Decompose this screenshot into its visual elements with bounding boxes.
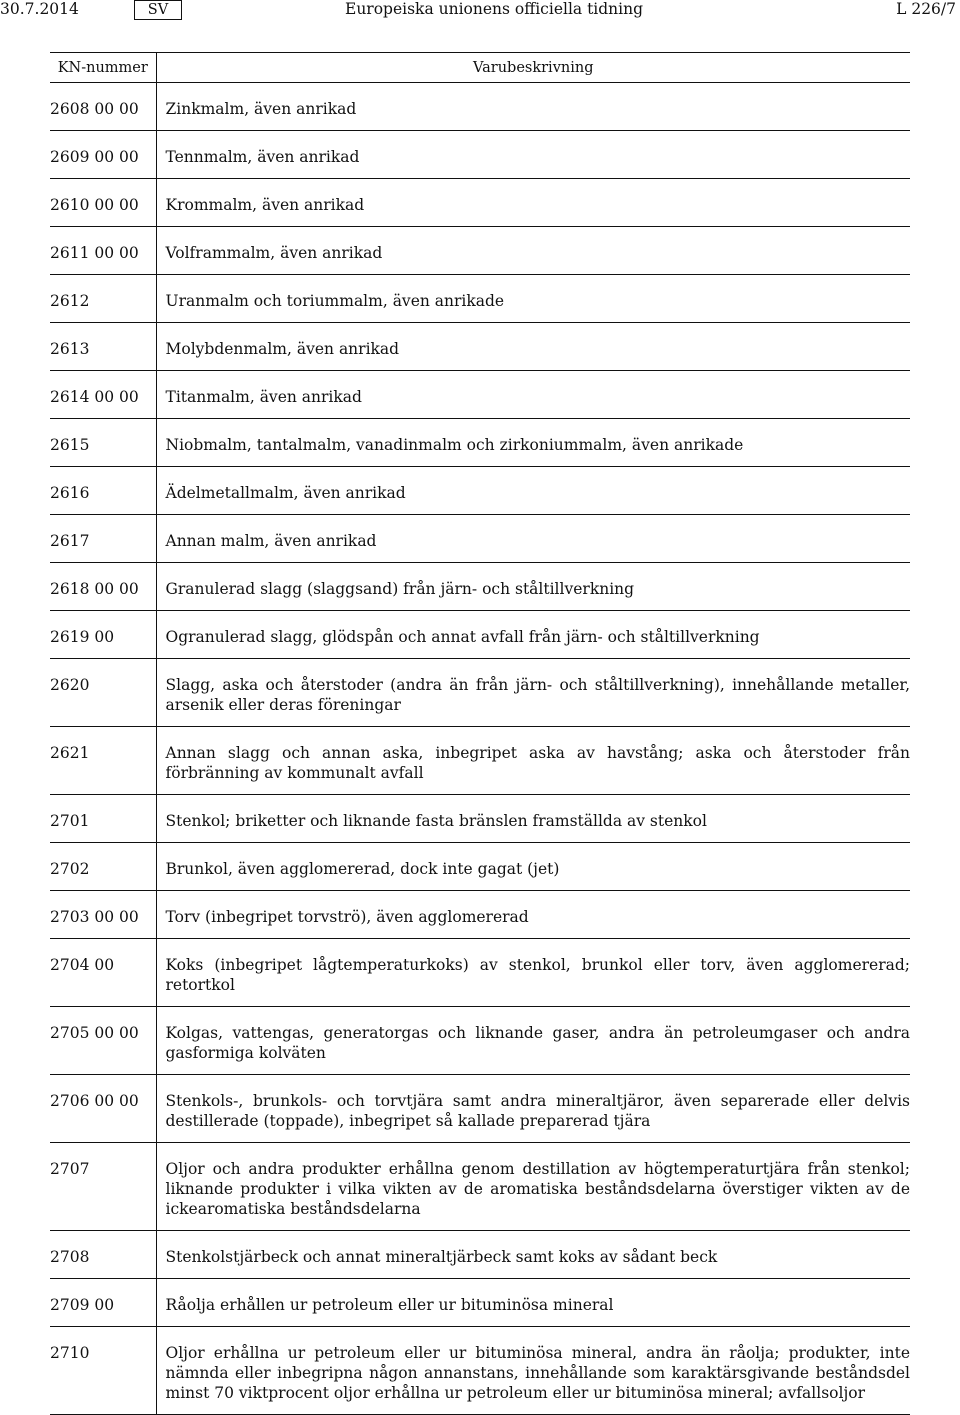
kn-table	[50, 52, 910, 1415]
column-header-varubeskrivning: Varubeskrivning	[156, 53, 910, 83]
table-row	[50, 371, 910, 419]
description-cell: Koks (inbegripet lågtemperaturkoks) av stenkol, brunkol eller torv, även agglomererad; retortkol	[156, 939, 910, 1007]
kn-code-cell: 2608 00 00	[50, 83, 156, 131]
kn-code-cell: 2611 00 00	[50, 227, 156, 275]
kn-code-cell: 2616	[50, 467, 156, 515]
kn-code-cell: 2621	[50, 727, 156, 795]
kn-code-cell: 2609 00 00	[50, 131, 156, 179]
kn-code-cell: 2613	[50, 323, 156, 371]
description-cell: Zinkmalm, även anrikad	[156, 83, 910, 131]
kn-code-cell: 2704 00	[50, 939, 156, 1007]
description-cell: Oljor och andra produkter erhållna genom destillation av högtemperaturtjära från stenkol; liknande produkter i vilka vikten av de aromatiska beståndsdelarna överstiger vikten av de ickearomatiska beståndsdelarna	[156, 1143, 910, 1231]
page-reference: L 226/7	[896, 0, 956, 18]
table-row	[50, 1075, 910, 1143]
description-cell: Niobmalm, tantalmalm, vanadinmalm och zirkoniummalm, även anrikade	[156, 419, 910, 467]
kn-code-cell: 2619 00	[50, 611, 156, 659]
table-row	[50, 563, 910, 611]
kn-code-cell: 2708	[50, 1231, 156, 1279]
table-row	[50, 1007, 910, 1075]
description-cell: Volframmalm, även anrikad	[156, 227, 910, 275]
description-cell: Titanmalm, även anrikad	[156, 371, 910, 419]
table-row	[50, 419, 910, 467]
table-row	[50, 1231, 910, 1279]
table-row	[50, 83, 910, 131]
kn-code-cell: 2618 00 00	[50, 563, 156, 611]
kn-code-cell: 2709 00	[50, 1279, 156, 1327]
kn-code-cell: 2610 00 00	[50, 179, 156, 227]
table-header-row	[50, 53, 910, 83]
kn-code-cell: 2703 00 00	[50, 891, 156, 939]
kn-code-cell: 2614 00 00	[50, 371, 156, 419]
description-cell: Stenkols-, brunkols- och torvtjära samt andra mineraltjäror, även separerade eller delvis destillerade (toppade), inbegripet så kallade preparerad tjära	[156, 1075, 910, 1143]
table-row	[50, 611, 910, 659]
table-row	[50, 659, 910, 727]
table-row	[50, 1143, 910, 1231]
description-cell: Annan slagg och annan aska, inbegripet aska av havstång; aska och återstoder från förbränning av kommunalt avfall	[156, 727, 910, 795]
table-row	[50, 891, 910, 939]
description-cell: Stenkol; briketter och liknande fasta bränslen framställda av stenkol	[156, 795, 910, 843]
table-body	[50, 83, 910, 1415]
table-row	[50, 1279, 910, 1327]
page-header	[0, 0, 960, 24]
kn-code-cell: 2705 00 00	[50, 1007, 156, 1075]
description-cell: Uranmalm och toriummalm, även anrikade	[156, 275, 910, 323]
column-header-kn-nummer: KN-nummer	[50, 53, 156, 83]
description-cell: Råolja erhållen ur petroleum eller ur bituminösa mineral	[156, 1279, 910, 1327]
table-row	[50, 275, 910, 323]
table-row	[50, 939, 910, 1007]
kn-code-cell: 2706 00 00	[50, 1075, 156, 1143]
description-cell: Brunkol, även agglomererad, dock inte gagat (jet)	[156, 843, 910, 891]
description-cell: Ogranulerad slagg, glödspån och annat avfall från järn- och ståltillverkning	[156, 611, 910, 659]
description-cell: Tennmalm, även anrikad	[156, 131, 910, 179]
table-row	[50, 843, 910, 891]
description-cell: Torv (inbegripet torvströ), även agglomererad	[156, 891, 910, 939]
description-cell: Kolgas, vattengas, generatorgas och liknande gaser, andra än petroleumgaser och andra gasformiga kolväten	[156, 1007, 910, 1075]
language-badge: SV	[134, 0, 182, 20]
description-cell: Ädelmetallmalm, även anrikad	[156, 467, 910, 515]
kn-code-cell: 2617	[50, 515, 156, 563]
table-row	[50, 467, 910, 515]
kn-code-cell: 2702	[50, 843, 156, 891]
table-row	[50, 179, 910, 227]
publication-date: 30.7.2014	[0, 0, 79, 18]
table-row	[50, 227, 910, 275]
description-cell: Annan malm, även anrikad	[156, 515, 910, 563]
table-row	[50, 131, 910, 179]
kn-code-cell: 2612	[50, 275, 156, 323]
table-row	[50, 795, 910, 843]
journal-title: Europeiska unionens officiella tidning	[345, 0, 644, 18]
description-cell: Oljor erhållna ur petroleum eller ur bituminösa mineral, andra än råolja; produkter, inte nämnda eller inbegripna någon annanstans, innehållande som karaktärsgivande beståndsdel minst 70 viktprocent oljor erhållna ur petroleum eller ur bituminösa mineral; avfallsoljor	[156, 1327, 910, 1415]
description-cell: Slagg, aska och återstoder (andra än från järn- och ståltillverkning), innehållande metaller, arsenik eller deras föreningar	[156, 659, 910, 727]
table-row	[50, 323, 910, 371]
table-row	[50, 727, 910, 795]
kn-code-cell: 2615	[50, 419, 156, 467]
table-row	[50, 1327, 910, 1415]
kn-code-cell: 2701	[50, 795, 156, 843]
description-cell: Granulerad slagg (slaggsand) från järn- och ståltillverkning	[156, 563, 910, 611]
description-cell: Stenkolstjärbeck och annat mineraltjärbeck samt koks av sådant beck	[156, 1231, 910, 1279]
kn-code-cell: 2707	[50, 1143, 156, 1231]
kn-code-cell: 2710	[50, 1327, 156, 1415]
kn-code-cell: 2620	[50, 659, 156, 727]
description-cell: Molybdenmalm, även anrikad	[156, 323, 910, 371]
description-cell: Krommalm, även anrikad	[156, 179, 910, 227]
table-row	[50, 515, 910, 563]
